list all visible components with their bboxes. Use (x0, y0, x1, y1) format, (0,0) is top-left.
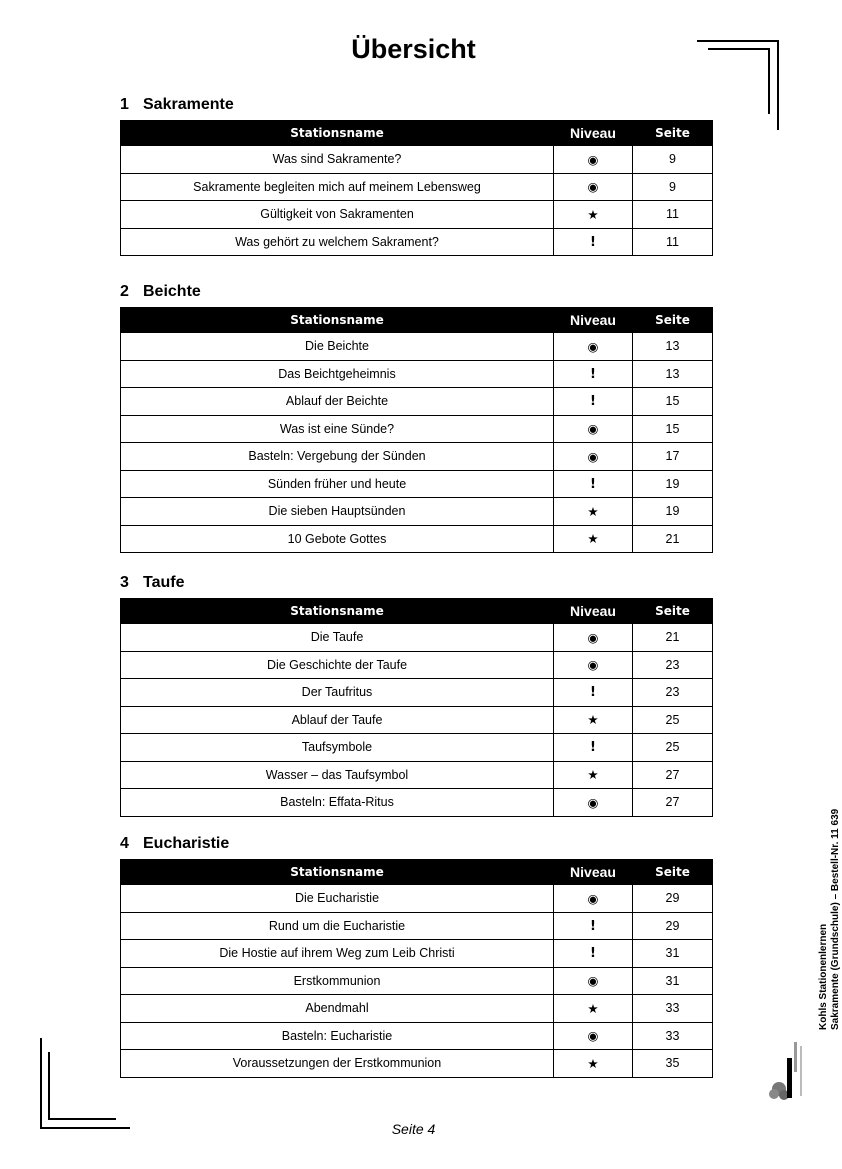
section-heading (120, 574, 712, 598)
section-number: 4 (120, 835, 129, 852)
table-row (121, 173, 713, 201)
niveau-icon: ◉ (587, 629, 599, 645)
niveau-icon: ! (590, 685, 596, 701)
table-row (121, 679, 713, 707)
page-number-cell: 23 (633, 679, 713, 707)
niveau-symbol (554, 885, 633, 913)
table-row (121, 706, 713, 734)
station-name: Basteln: Eucharistie (121, 1022, 554, 1050)
page-number-cell: 9 (633, 146, 713, 174)
niveau-icon: ◉ (587, 151, 599, 167)
table-row (121, 1022, 713, 1050)
table-row (121, 967, 713, 995)
table-row (121, 443, 713, 471)
niveau-icon: ★ (587, 767, 599, 783)
page-number-cell: 23 (633, 651, 713, 679)
page-number-cell: 29 (633, 912, 713, 940)
table-header-row (121, 121, 713, 146)
station-name: Gültigkeit von Sakramenten (121, 201, 554, 229)
page-number-cell: 15 (633, 415, 713, 443)
station-table (120, 120, 713, 256)
page-number-cell: 33 (633, 995, 713, 1023)
section-title: Eucharistie (143, 835, 230, 852)
niveau-symbol (554, 995, 633, 1023)
page-number-cell: 27 (633, 789, 713, 817)
column-header-niveau: Niveau (554, 308, 633, 333)
niveau-symbol (554, 146, 633, 174)
section-title: Sakramente (143, 96, 234, 113)
table-row (121, 360, 713, 388)
side-series-line: Kohls Stationenlernen (818, 923, 829, 1030)
section-heading (120, 835, 712, 859)
niveau-symbol (554, 1022, 633, 1050)
section-2 (120, 283, 712, 553)
page-number-cell: 19 (633, 498, 713, 526)
niveau-symbol (554, 706, 633, 734)
column-header-seite: Seite (633, 860, 713, 885)
niveau-symbol (554, 967, 633, 995)
station-name: Erstkommunion (121, 967, 554, 995)
table-header-row (121, 308, 713, 333)
table-row (121, 912, 713, 940)
table-row (121, 333, 713, 361)
station-name: Die sieben Hauptsünden (121, 498, 554, 526)
column-header-niveau: Niveau (554, 860, 633, 885)
column-header-stationsname: Stationsname (121, 860, 554, 885)
niveau-icon: ! (590, 234, 596, 250)
niveau-symbol (554, 912, 633, 940)
page-number-cell: 9 (633, 173, 713, 201)
niveau-symbol (554, 940, 633, 968)
page-number-cell: 13 (633, 333, 713, 361)
page-number-cell: 13 (633, 360, 713, 388)
page-number-cell: 11 (633, 228, 713, 256)
niveau-icon: ★ (587, 1000, 599, 1016)
station-name: Was ist eine Sünde? (121, 415, 554, 443)
page-title: Übersicht (351, 34, 476, 64)
table-row (121, 201, 713, 229)
side-publisher-info (818, 809, 842, 1030)
niveau-symbol (554, 388, 633, 416)
niveau-icon: ★ (587, 531, 599, 547)
station-name: Das Beichtgeheimnis (121, 360, 554, 388)
station-name: Die Beichte (121, 333, 554, 361)
niveau-icon: ! (590, 476, 596, 492)
column-header-stationsname: Stationsname (121, 121, 554, 146)
page-number-cell: 33 (633, 1022, 713, 1050)
station-name: Die Hostie auf ihrem Weg zum Leib Christi (121, 940, 554, 968)
table-row (121, 624, 713, 652)
table-header-row (121, 860, 713, 885)
niveau-icon: ◉ (587, 421, 599, 437)
page-number-cell: 25 (633, 706, 713, 734)
station-table (120, 859, 713, 1078)
table-row (121, 388, 713, 416)
station-name: Basteln: Effata-Ritus (121, 789, 554, 817)
niveau-symbol (554, 498, 633, 526)
niveau-icon: ◉ (587, 973, 599, 989)
table-row (121, 940, 713, 968)
station-name: Abendmahl (121, 995, 554, 1023)
niveau-icon: ★ (587, 206, 599, 222)
station-name: Ablauf der Taufe (121, 706, 554, 734)
niveau-icon: ★ (587, 1055, 599, 1071)
niveau-icon: ◉ (587, 448, 599, 464)
page-number-cell: 31 (633, 967, 713, 995)
column-header-niveau: Niveau (554, 121, 633, 146)
niveau-symbol (554, 624, 633, 652)
side-title-line: Sakramente (Grundschule) – Bestell-Nr. 11 639 (830, 808, 841, 1030)
niveau-icon: ◉ (587, 1028, 599, 1044)
table-row (121, 761, 713, 789)
section-number: 2 (120, 283, 129, 300)
niveau-icon: ! (590, 366, 596, 382)
niveau-icon: ★ (587, 503, 599, 519)
section-number: 3 (120, 574, 129, 591)
station-name: Die Geschichte der Taufe (121, 651, 554, 679)
niveau-symbol (554, 470, 633, 498)
page-number-cell: 31 (633, 940, 713, 968)
column-header-stationsname: Stationsname (121, 308, 554, 333)
page-number: Seite 4 (391, 1121, 436, 1137)
niveau-symbol (554, 679, 633, 707)
niveau-icon: ! (590, 394, 596, 410)
table-row (121, 525, 713, 553)
page-number-cell: 17 (633, 443, 713, 471)
page-number-cell: 21 (633, 624, 713, 652)
table-row (121, 470, 713, 498)
niveau-symbol (554, 651, 633, 679)
page-number-cell: 15 (633, 388, 713, 416)
station-table (120, 598, 713, 817)
station-name: Was gehört zu welchem Sakrament? (121, 228, 554, 256)
station-name: Sakramente begleiten mich auf meinem Lebensweg (121, 173, 554, 201)
niveau-icon: ◉ (587, 657, 599, 673)
section-1 (120, 96, 712, 256)
niveau-icon: ◉ (587, 179, 599, 195)
section-heading (120, 96, 712, 120)
section-number: 1 (120, 96, 129, 113)
station-table (120, 307, 713, 553)
table-header-row (121, 599, 713, 624)
niveau-symbol (554, 734, 633, 762)
table-row (121, 789, 713, 817)
niveau-icon: ◉ (587, 794, 599, 810)
column-header-seite: Seite (633, 599, 713, 624)
table-row (121, 498, 713, 526)
niveau-icon: ! (590, 918, 596, 934)
niveau-symbol (554, 761, 633, 789)
table-row (121, 995, 713, 1023)
station-name: Ablauf der Beichte (121, 388, 554, 416)
column-header-seite: Seite (633, 121, 713, 146)
column-header-stationsname: Stationsname (121, 599, 554, 624)
section-title: Beichte (143, 283, 201, 300)
station-name: Wasser – das Taufsymbol (121, 761, 554, 789)
table-row (121, 146, 713, 174)
niveau-symbol (554, 789, 633, 817)
station-name: Die Taufe (121, 624, 554, 652)
page-number-cell: 19 (633, 470, 713, 498)
page-number-cell: 21 (633, 525, 713, 553)
station-name: Basteln: Vergebung der Sünden (121, 443, 554, 471)
section-3 (120, 574, 712, 817)
station-name: Voraussetzungen der Erstkommunion (121, 1050, 554, 1078)
publisher-logo (769, 1036, 809, 1102)
column-header-seite: Seite (633, 308, 713, 333)
page-number-cell: 27 (633, 761, 713, 789)
niveau-symbol (554, 525, 633, 553)
table-row (121, 415, 713, 443)
table-row (121, 228, 713, 256)
niveau-symbol (554, 201, 633, 229)
page-number-cell: 35 (633, 1050, 713, 1078)
niveau-symbol (554, 228, 633, 256)
niveau-symbol (554, 415, 633, 443)
station-name: Was sind Sakramente? (121, 146, 554, 174)
niveau-icon: ! (590, 740, 596, 756)
station-name: Der Taufritus (121, 679, 554, 707)
niveau-symbol (554, 173, 633, 201)
niveau-icon: ◉ (587, 890, 599, 906)
niveau-symbol (554, 1050, 633, 1078)
station-name: Taufsymbole (121, 734, 554, 762)
station-name: 10 Gebote Gottes (121, 525, 554, 553)
niveau-symbol (554, 443, 633, 471)
column-header-niveau: Niveau (554, 599, 633, 624)
table-row (121, 1050, 713, 1078)
niveau-symbol (554, 360, 633, 388)
niveau-symbol (554, 333, 633, 361)
table-row (121, 651, 713, 679)
station-name: Rund um die Eucharistie (121, 912, 554, 940)
station-name: Die Eucharistie (121, 885, 554, 913)
niveau-icon: ◉ (587, 338, 599, 354)
section-title: Taufe (143, 574, 185, 591)
station-name: Sünden früher und heute (121, 470, 554, 498)
page-number-cell: 11 (633, 201, 713, 229)
table-row (121, 885, 713, 913)
niveau-icon: ! (590, 946, 596, 962)
section-heading (120, 283, 712, 307)
niveau-icon: ★ (587, 712, 599, 728)
table-row (121, 734, 713, 762)
page-number-cell: 25 (633, 734, 713, 762)
section-4 (120, 835, 712, 1078)
page-number-cell: 29 (633, 885, 713, 913)
